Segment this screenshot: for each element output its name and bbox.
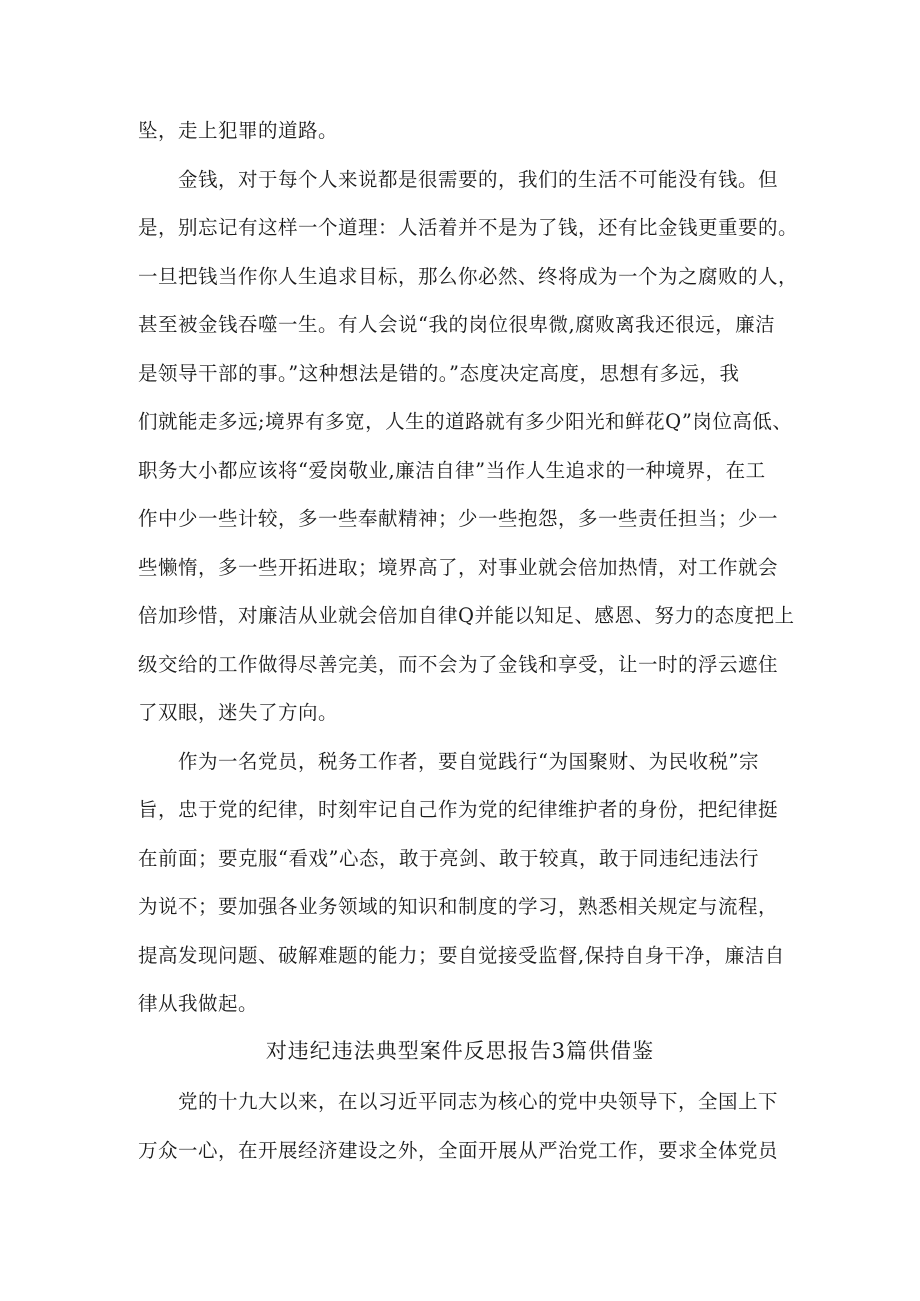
paragraph-line: 坠，走上犯罪的道路。 [138, 119, 339, 142]
paragraph-line: 党的十九大以来，在以习近平同志为核心的党中央领导下，全国上下 [178, 1090, 779, 1113]
paragraph-line: 律从我做起。 [138, 992, 259, 1015]
paragraph-line: 作中少一些计较，多一些奉献精神；少一些抱怨，多一些责任担当；少一 [138, 507, 779, 530]
paragraph-line: 提高发现问题、破解难题的能力；要自觉接受监督,保持自身干净，廉洁自 [138, 944, 785, 967]
paragraph-line: 在前面；要克服“看戏”心态，敢于亮剑、敢于较真，敢于同违纪违法行 [138, 847, 759, 870]
paragraph-line: 是，别忘记有这样一个道理：人活着并不是为了钱，还有比金钱更重要的。 [138, 216, 799, 239]
paragraph-line: 为说不；要加强各业务领域的知识和制度的学习，熟悉相关规定与流程， [138, 895, 779, 918]
paragraph-line: 级交给的工作做得尽善完美，而不会为了金钱和享受，让一时的浮云遮住 [138, 653, 779, 676]
paragraph-line: 们就能走多远;境界有多宽，人生的道路就有多少阳光和鲜花Q”岗位高低、 [138, 410, 793, 433]
paragraph-line: 些懒惰，多一些开拓进取；境界高了，对事业就会倍加热情，对工作就会 [138, 556, 779, 579]
paragraph-line: 了双眼，迷失了方向。 [138, 701, 339, 724]
paragraph-line: 一旦把钱当作你人生追求目标，那么你必然、终将成为一个为之腐败的人， [138, 265, 799, 288]
paragraph-line: 作为一名党员，税务工作者，要自觉践行“为国聚财、为民收税”宗 [178, 750, 759, 773]
paragraph-line: 倍加珍惜，对廉洁从业就会倍加自律Q并能以知足、感恩、努力的态度把上 [138, 604, 795, 627]
section-title: 对违纪违法典型案件反思报告3篇供借鉴 [265, 1039, 655, 1063]
paragraph-line: 职务大小都应该将“爱岗敬业,廉洁自律”当作人生追求的一种境界，在工 [138, 459, 766, 482]
paragraph-line: 万众一心，在开展经济建设之外，全面开展从严治党工作，要求全体党员 [138, 1139, 779, 1162]
paragraph-line: 金钱，对于每个人来说都是很需要的，我们的生活不可能没有钱。但 [178, 168, 779, 191]
paragraph-line: 甚至被金钱吞噬一生。有人会说“我的岗位很卑微,腐败离我还很远，廉洁 [138, 313, 776, 336]
paragraph-line: 旨，忠于党的纪律，时刻牢记自己作为党的纪律维护者的身份，把纪律挺 [138, 798, 779, 821]
paragraph-line: 是领导干部的事。”这种想法是错的。”态度决定高度，思想有多远，我 [138, 362, 740, 385]
